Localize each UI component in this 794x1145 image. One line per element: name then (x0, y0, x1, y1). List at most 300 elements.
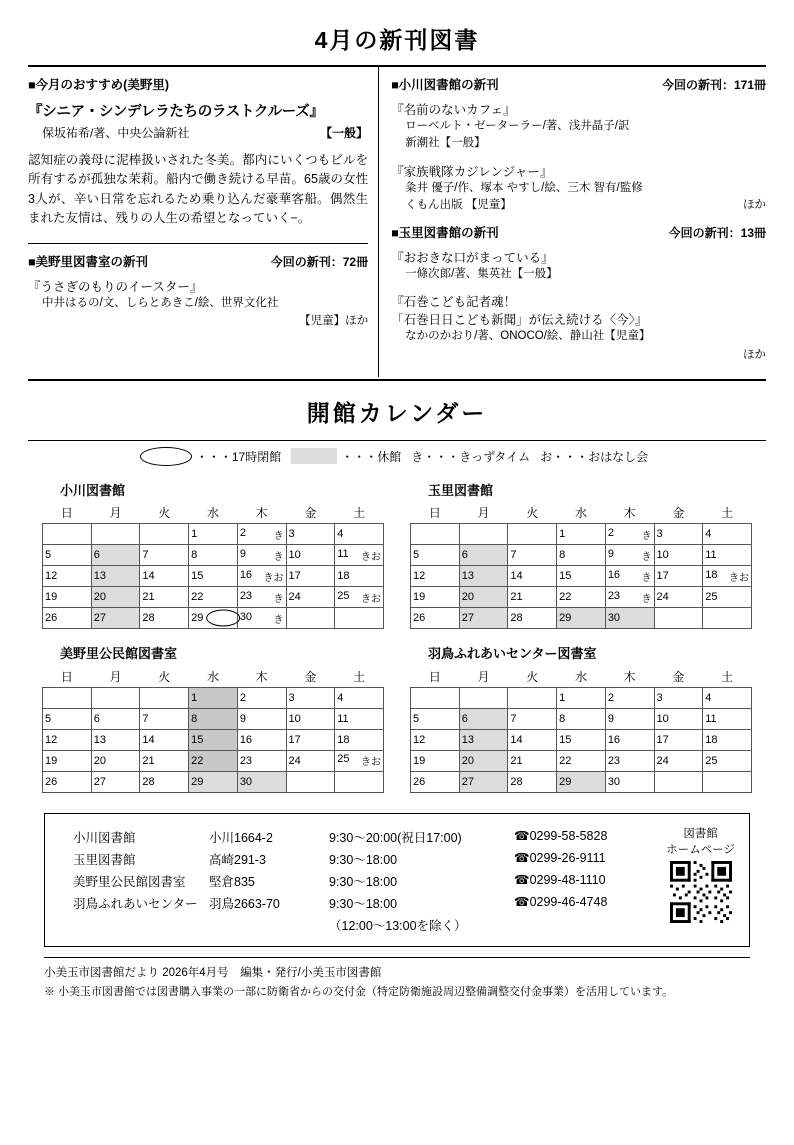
day-number: 29 (559, 612, 572, 624)
weekday-label: 月 (477, 669, 490, 684)
weekday-label: 日 (60, 669, 73, 684)
weekday-label: 火 (526, 669, 539, 684)
calendar-empty-cell (508, 524, 557, 545)
weekday-label: 土 (353, 669, 366, 684)
calendar-empty-cell (91, 524, 140, 545)
table-row (59, 870, 607, 892)
book-title: 『石巻こども記者魂！ (391, 295, 517, 310)
calendar-day-cell (459, 771, 508, 792)
day-number: 30 (607, 775, 621, 788)
calendar-day-cell (43, 750, 92, 771)
day-number: 3 (656, 691, 663, 704)
gray-legend-icon (291, 448, 337, 464)
calendar-day-cell (605, 566, 654, 587)
calendar-row-2 (28, 643, 766, 807)
day-number: 24 (288, 754, 301, 767)
day-number: 4 (337, 691, 344, 704)
day-number: 6 (93, 549, 100, 561)
weekday-label: 木 (623, 506, 636, 521)
library-phone: ☎0299-46-4748 (514, 894, 608, 909)
library-name: 小川図書館 (73, 830, 136, 845)
calendar-empty-cell (335, 771, 384, 792)
spacer-cell (514, 914, 607, 936)
day-number: 14 (142, 570, 155, 582)
calendar-day-cell (91, 771, 140, 792)
calendar-day-cell (459, 708, 508, 729)
weekday-label: 木 (255, 506, 268, 521)
library-address: 堅倉835 (209, 874, 255, 889)
day-number: 4 (337, 528, 344, 540)
calendar-day-cell (140, 587, 189, 608)
recommend-description: 認知症の義母に泥棒扱いされた冬美。都内にいくつもビルを所有するが孤独な茉莉。船内で働き続ける早苗。65歳の女性3人が、辛い日常を忘れるため乗り込んだ豪華客船。偶然生まれた友情は、残りの人生の希望となっていく−。 (28, 153, 369, 226)
calendar-day-cell (654, 708, 703, 729)
day-number: 13 (93, 570, 106, 582)
day-number: 18 (705, 568, 718, 581)
calendar-day-cell (459, 587, 508, 608)
calendar-day-cell (335, 566, 384, 587)
calendar-day-cell (654, 687, 703, 708)
calendar-empty-cell (140, 687, 189, 708)
calendar-week-row (411, 524, 752, 545)
day-number: 3 (656, 528, 663, 540)
calendar-empty-cell (286, 771, 335, 792)
day-number: 30 (239, 775, 253, 788)
day-number: 17 (288, 733, 301, 746)
day-number: 7 (510, 549, 517, 561)
day-number: 14 (142, 733, 155, 746)
ogawa-heading-label: ■小川図書館の新刊 (391, 78, 499, 92)
day-number: 17 (656, 733, 669, 746)
calendar-day-cell (411, 566, 460, 587)
calendar-day-cell (654, 545, 703, 566)
day-number: 19 (45, 591, 58, 603)
calendar-day-cell (237, 545, 286, 566)
calendar-minori (42, 643, 384, 793)
calendar-title: 開館カレンダー (306, 399, 488, 426)
calendar-day-cell (605, 587, 654, 608)
day-number: 17 (288, 570, 301, 582)
newsletter-page (0, 22, 794, 1145)
day-number: 29 (191, 775, 204, 788)
day-number: 14 (510, 733, 523, 746)
calendar-day-cell (43, 708, 92, 729)
oval-legend-icon (140, 447, 192, 466)
list-item (28, 277, 368, 328)
day-number: 28 (510, 612, 523, 624)
footer-line-1: 小美玉市図書館だより 2026年4月号 編集・発行/小美玉市図書館 (44, 957, 750, 980)
day-number: 2 (239, 691, 246, 704)
calendar-empty-cell (43, 524, 92, 545)
day-event-marks: き (641, 551, 652, 563)
calendar-day-cell (189, 771, 238, 792)
calendar-day-cell (703, 587, 752, 608)
calendar-week-row (43, 545, 384, 566)
day-number: 26 (413, 612, 426, 624)
day-number: 2 (239, 526, 246, 539)
calendar-week-row (43, 566, 384, 587)
day-number: 11 (337, 712, 349, 725)
calendar-day-cell (411, 608, 460, 629)
calendar-day-cell (43, 608, 92, 629)
list-item (391, 292, 766, 361)
table-row (59, 892, 607, 914)
footer-line-2: ※ 小美玉市図書館では図書購入事業の一部に防衛省からの交付金（特定防衛施設周辺整備調整交付金事業）を活用しています。 (44, 985, 674, 998)
day-number: 10 (656, 712, 669, 725)
day-number: 9 (607, 547, 614, 560)
calendar-day-cell (237, 771, 286, 792)
recommend-heading (28, 75, 368, 93)
calendar-day-cell (189, 545, 238, 566)
calendar-day-cell (237, 729, 286, 750)
day-number: 1 (559, 528, 566, 540)
weekday-label: 火 (158, 669, 171, 684)
calendar-day-cell (237, 608, 286, 629)
ogawa-heading (391, 75, 766, 93)
calendar-name: 羽鳥ふれあいセンター図書室 (428, 646, 597, 661)
calendar-name: 小川図書館 (60, 482, 126, 498)
day-number: 27 (93, 775, 106, 788)
calendar-day-cell (605, 608, 654, 629)
day-number: 11 (705, 712, 717, 725)
calendar-day-cell (411, 771, 460, 792)
book-title-cont: 「石巻日日こども新聞」が伝え続ける〈今〉』 (391, 313, 648, 328)
day-number: 18 (705, 733, 718, 746)
day-number: 12 (413, 570, 426, 582)
qr-section (666, 826, 735, 936)
weekday-label: 月 (109, 506, 122, 521)
calendar-day-cell (459, 545, 508, 566)
left-column (28, 67, 378, 377)
day-number: 11 (705, 549, 717, 561)
qr-label-2: ホームページ (666, 843, 735, 856)
weekday-header (43, 666, 384, 687)
day-number: 1 (559, 691, 566, 704)
calendar-week-row (411, 608, 752, 629)
day-number: 16 (239, 733, 253, 746)
day-number: 22 (191, 591, 204, 603)
day-number: 13 (93, 733, 106, 746)
calendar-week-row (411, 708, 752, 729)
day-number: 6 (461, 712, 468, 725)
calendar-day-cell (91, 587, 140, 608)
calendar-day-cell (91, 545, 140, 566)
calendar-day-cell (654, 524, 703, 545)
day-number: 7 (510, 712, 517, 725)
calendar-day-cell (140, 729, 189, 750)
book-title: 『家族戦隊カジレンジャー』 (391, 164, 553, 179)
recommend-book-author (28, 124, 368, 141)
calendar-week-row (411, 587, 752, 608)
day-number: 3 (288, 528, 295, 540)
recommend-heading-label: ■今月のおすすめ(美野里) (28, 78, 170, 92)
day-number: 17 (656, 570, 669, 582)
calendar-day-cell (557, 750, 606, 771)
weekday-label: 日 (428, 669, 441, 684)
calendar-week-row (43, 708, 384, 729)
calendar-empty-cell (43, 687, 92, 708)
calendar-day-cell (189, 587, 238, 608)
day-event-marks: き (641, 530, 652, 542)
table-row (59, 826, 607, 848)
calendar-day-cell (508, 750, 557, 771)
calendar-week-row (43, 771, 384, 792)
day-number: 5 (413, 712, 420, 725)
calendar-day-cell (605, 687, 654, 708)
ogawa-count: 今回の新刊：171冊 (661, 78, 766, 92)
calendar-empty-cell (508, 687, 557, 708)
day-number: 8 (191, 549, 198, 561)
day-number: 24 (656, 754, 669, 767)
table-row (59, 848, 607, 870)
calendar-day-cell (557, 771, 606, 792)
day-number: 19 (413, 754, 426, 767)
calendar-day-cell (557, 687, 606, 708)
day-number: 23 (239, 754, 253, 767)
day-number: 27 (93, 612, 106, 624)
calendar-day-cell (654, 729, 703, 750)
day-event-marks: き (273, 551, 284, 563)
calendar-week-row (411, 545, 752, 566)
day-number: 13 (461, 570, 474, 582)
calendar-day-cell (237, 524, 286, 545)
day-number: 22 (559, 591, 572, 603)
table-row (59, 914, 607, 936)
calendar-day-cell (286, 545, 335, 566)
day-number: 8 (191, 712, 198, 725)
legend-gray-text: ・・・休館 (341, 449, 402, 464)
hours-note: （12:00〜13:00を除く） (329, 918, 467, 933)
calendar-tamari (410, 480, 752, 630)
qr-label-1: 図書館 (683, 827, 718, 840)
library-address: 高崎291-3 (209, 852, 266, 867)
day-number: 26 (45, 612, 58, 624)
day-number: 15 (191, 733, 204, 746)
day-number: 3 (288, 691, 295, 704)
calendar-day-cell (43, 545, 92, 566)
book-more: ほか (743, 348, 766, 361)
day-event-marks: き (273, 530, 284, 542)
weekday-label: 金 (304, 506, 317, 521)
day-number: 28 (142, 775, 155, 788)
day-number: 9 (607, 712, 614, 725)
calendar-day-cell (237, 566, 286, 587)
spacer-cell (59, 914, 209, 936)
calendar-day-cell (459, 566, 508, 587)
calendar-empty-cell (91, 687, 140, 708)
day-number: 25 (705, 754, 718, 767)
day-number: 23 (607, 589, 621, 602)
day-number: 21 (142, 591, 155, 603)
tamari-count: 今回の新刊：13冊 (668, 226, 766, 240)
calendar-day-cell (189, 687, 238, 708)
book-detail (391, 328, 766, 345)
calendar-day-cell (411, 708, 460, 729)
calendar-day-cell (286, 566, 335, 587)
calendar-day-cell (557, 729, 606, 750)
calendar-day-cell (237, 587, 286, 608)
calendar-day-cell (605, 750, 654, 771)
calendar-empty-cell (654, 608, 703, 629)
book-publisher-text: 新潮社【一般】 (405, 137, 486, 150)
calendar-hatori (410, 643, 752, 793)
day-number: 7 (142, 549, 149, 561)
calendar-week-row (43, 750, 384, 771)
day-number: 25 (705, 591, 718, 603)
calendar-day-cell (411, 750, 460, 771)
day-number: 28 (510, 775, 523, 788)
legend-kizzu-text: き・・・きっずタイム (411, 449, 531, 464)
weekday-label: 火 (158, 506, 171, 521)
calendar-ogawa (42, 480, 384, 630)
calendar-day-cell (459, 729, 508, 750)
day-number: 19 (45, 754, 58, 767)
day-number: 22 (191, 754, 204, 767)
calendar-day-cell (286, 708, 335, 729)
calendar-week-row (411, 566, 752, 587)
book-detail: ローベルト・ゼーターラー/著、浅井晶子/訳 (405, 120, 630, 132)
day-number: 20 (461, 591, 474, 603)
day-number: 12 (45, 570, 58, 582)
weekday-header (43, 503, 384, 524)
day-event-marks: きお (729, 572, 749, 584)
day-number: 7 (142, 712, 149, 725)
day-number: 5 (45, 549, 52, 561)
calendar-day-cell (459, 608, 508, 629)
calendar-day-cell (605, 771, 654, 792)
calendar-day-cell (508, 545, 557, 566)
calendar-day-cell (605, 729, 654, 750)
calendar-day-cell (140, 566, 189, 587)
day-number: 30 (607, 612, 621, 624)
day-number: 2 (607, 526, 614, 539)
spacer-cell (209, 914, 329, 936)
calendar-day-cell (286, 687, 335, 708)
weekday-label: 日 (428, 506, 441, 521)
calendar-empty-cell (411, 687, 460, 708)
calendar-day-cell (508, 729, 557, 750)
day-number: 21 (142, 754, 155, 767)
calendar-day-cell (140, 708, 189, 729)
day-number: 28 (142, 612, 155, 624)
day-number: 23 (607, 754, 621, 767)
legend-oval-text: ・・・17時閉館 (195, 449, 282, 464)
calendar-empty-cell (411, 524, 460, 545)
calendar-day-cell (91, 729, 140, 750)
day-number: 1 (191, 528, 198, 540)
calendar-day-cell (703, 729, 752, 750)
day-number: 10 (288, 712, 301, 725)
calendar-day-cell (508, 771, 557, 792)
day-number: 23 (239, 589, 253, 602)
day-number: 16 (607, 733, 621, 746)
weekday-header (411, 666, 752, 687)
calendar-day-cell (140, 771, 189, 792)
calendar-day-cell (286, 750, 335, 771)
calendar-day-cell (703, 524, 752, 545)
library-address: 小川1664-2 (209, 830, 273, 845)
day-number: 5 (413, 549, 420, 561)
left-column-divider (28, 243, 368, 244)
book-detail: 粂井 優子/作、塚本 やすし/絵、三木 智有/監修 (405, 181, 643, 194)
calendar-week-row (411, 729, 752, 750)
book-genre: 【児童】ほか (299, 314, 369, 327)
day-number: 15 (559, 570, 572, 582)
day-number: 6 (93, 712, 100, 725)
book-title: 『名前のないカフェ』 (391, 103, 516, 117)
book-publisher (391, 135, 766, 152)
day-event-marks: き (273, 614, 284, 626)
weekday-label: 日 (60, 506, 73, 521)
library-hours: 9:30〜18:00 (329, 874, 398, 889)
calendar-empty-cell (459, 687, 508, 708)
day-number: 8 (559, 549, 566, 561)
calendar-day-cell (140, 750, 189, 771)
day-number: 19 (413, 591, 426, 603)
calendar-day-cell (411, 729, 460, 750)
day-event-marks: き (641, 593, 652, 605)
book-publisher (391, 197, 766, 214)
calendar-table (42, 666, 384, 793)
weekday-label: 土 (721, 506, 734, 521)
day-number: 8 (559, 712, 566, 725)
library-hours: 9:30〜20:00(祝日17:00) (329, 830, 462, 845)
calendar-day-cell (43, 771, 92, 792)
day-number: 12 (413, 733, 426, 746)
library-name: 美野里公民館図書室 (73, 874, 186, 889)
calendar-day-cell (43, 587, 92, 608)
day-number: 5 (45, 712, 52, 725)
calendar-day-cell (335, 729, 384, 750)
calendar-day-cell (335, 750, 384, 771)
calendar-day-cell (654, 750, 703, 771)
day-number: 16 (607, 568, 621, 581)
calendar-table (410, 666, 752, 793)
weekday-label: 木 (255, 669, 268, 684)
calendar-day-cell (557, 524, 606, 545)
calendar-day-cell (703, 708, 752, 729)
calendar-day-cell (286, 524, 335, 545)
calendar-divider (28, 440, 766, 441)
day-number: 9 (239, 547, 246, 560)
day-number: 18 (337, 733, 350, 746)
calendar-row-1 (28, 480, 766, 644)
day-event-marks: きお (263, 572, 284, 584)
early-close-oval-icon (206, 610, 240, 627)
calendar-week-row (411, 771, 752, 792)
calendar-day-cell (43, 566, 92, 587)
calendar-day-cell (189, 708, 238, 729)
book-title: 『おおきな口がまっている』 (391, 251, 554, 265)
calendar-empty-cell (654, 771, 703, 792)
calendar-week-row (43, 729, 384, 750)
day-number: 27 (461, 612, 474, 624)
weekday-label: 月 (477, 506, 490, 521)
calendar-day-cell (189, 524, 238, 545)
day-number: 30 (239, 610, 253, 623)
calendar-week-row (43, 587, 384, 608)
library-phone: ☎0299-58-5828 (514, 828, 608, 843)
calendar-day-cell (91, 750, 140, 771)
calendar-empty-cell (459, 524, 508, 545)
day-number: 21 (510, 591, 523, 603)
weekday-label: 月 (109, 669, 122, 684)
calendar-week-row (43, 608, 384, 629)
day-number: 29 (559, 775, 572, 788)
calendar-day-cell (91, 708, 140, 729)
calendar-day-cell (557, 608, 606, 629)
recommend-book-title: 『シニア・シンデレラたちのラストクルーズ』 (28, 104, 324, 120)
day-event-marks: きお (361, 757, 381, 768)
